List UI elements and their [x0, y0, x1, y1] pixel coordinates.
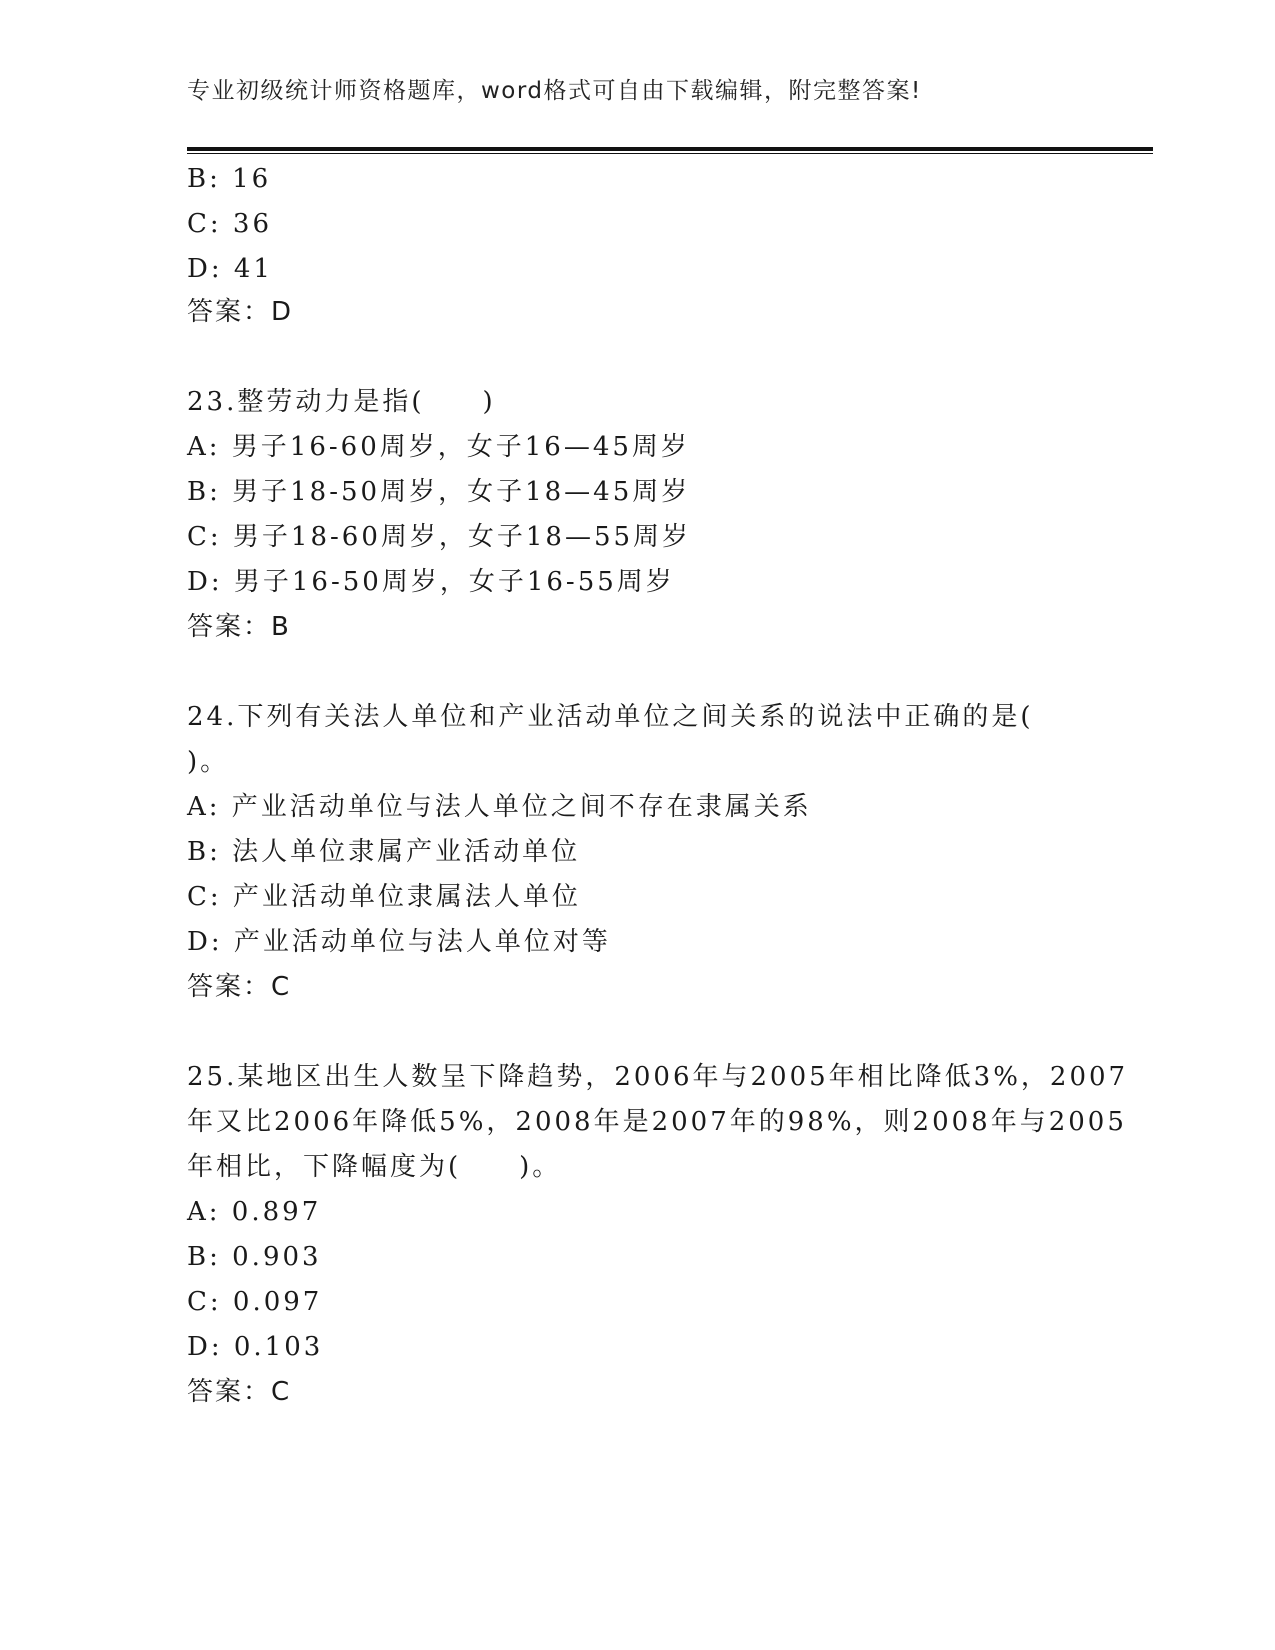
line: C: 0.097: [187, 1287, 323, 1317]
question-line: 年又比2006年降低5%，2008年是2007年的98%，则2008年与2005: [187, 1107, 1127, 1137]
page-header: 专业初级统计师资格题库，word格式可自由下载编辑，附完整答案!: [187, 78, 922, 104]
answer-line: 答案：B: [187, 612, 291, 642]
question-line: 年相比，下降幅度为( )。: [187, 1152, 562, 1182]
line: B: 法人单位隶属产业活动单位: [187, 837, 581, 867]
header-rule-thin: [187, 153, 1153, 154]
line: D: 0.103: [187, 1332, 324, 1362]
line: C: 产业活动单位隶属法人单位: [187, 882, 581, 912]
line: A: 男子16-60周岁，女子16—45周岁: [187, 432, 690, 462]
header-rule-thick: [187, 147, 1153, 151]
line: D: 男子16-50周岁，女子16-55周岁: [187, 567, 675, 597]
line: D: 产业活动单位与法人单位对等: [187, 927, 611, 957]
answer-line: 答案：C: [187, 972, 292, 1002]
line: C: 36: [187, 209, 273, 239]
line: B: 0.903: [187, 1242, 322, 1272]
line: B: 16: [187, 164, 272, 194]
line: A: 产业活动单位与法人单位之间不存在隶属关系: [187, 792, 812, 822]
answer-line: 答案：D: [187, 297, 294, 327]
line: C: 男子18-60周岁，女子18—55周岁: [187, 522, 692, 552]
question-line: 23.整劳动力是指( ): [187, 387, 496, 417]
line: B: 男子18-50周岁，女子18—45周岁: [187, 477, 691, 507]
question-line: 24.下列有关法人单位和产业活动单位之间关系的说法中正确的是(: [187, 702, 1034, 732]
question-line: 25.某地区出生人数呈下降趋势，2006年与2005年相比降低3%，2007: [187, 1062, 1129, 1092]
question-line: )。: [187, 747, 230, 777]
answer-line: 答案：C: [187, 1377, 292, 1407]
line: D: 41: [187, 254, 273, 284]
line: A: 0.897: [187, 1197, 322, 1227]
